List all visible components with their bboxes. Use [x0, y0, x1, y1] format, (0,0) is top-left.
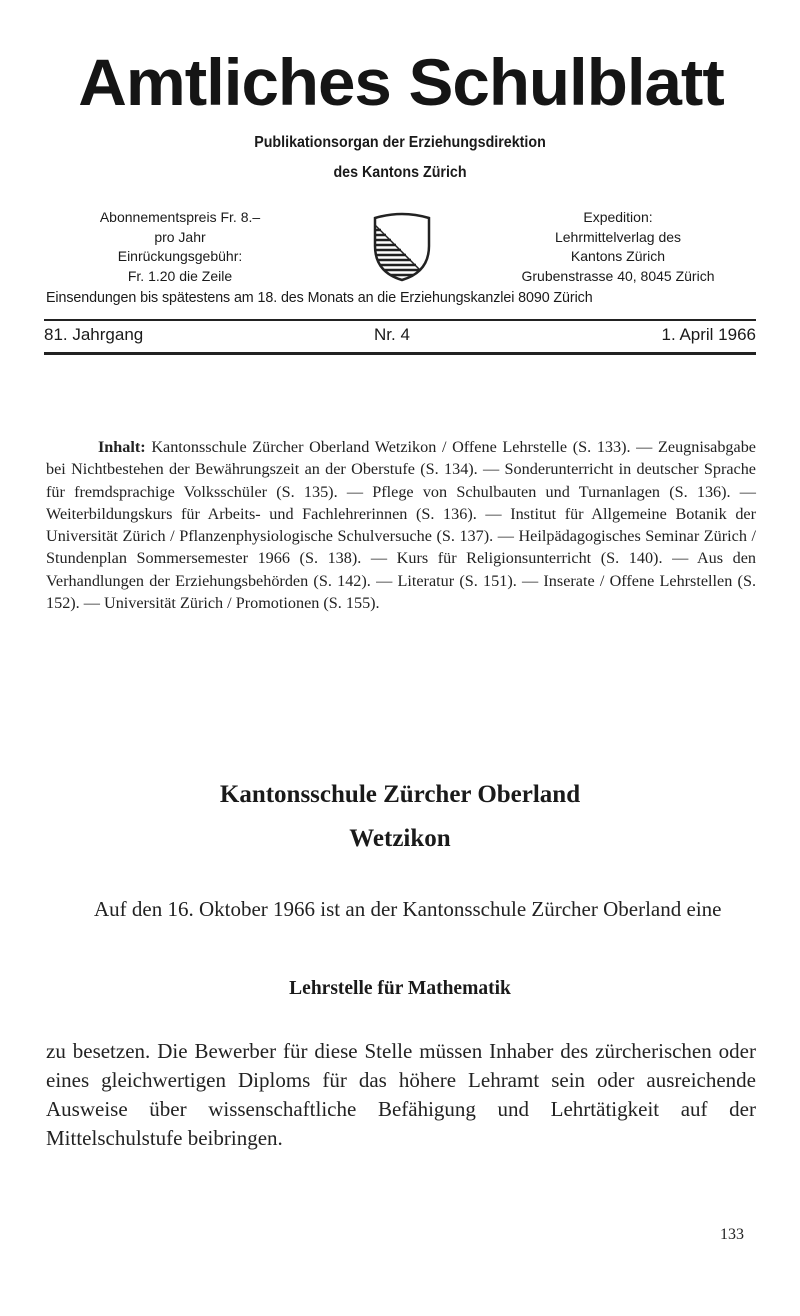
expedition-line: Lehrmittelverlag des	[554, 228, 682, 245]
subscription-line: Abonnementspreis Fr. 8.–	[99, 209, 261, 225]
article-body: zu besetzen. Die Bewerber für diese Stelle müssen Inhaber des zürcherischen oder eines gleichwertigen Diploms für das höhere Lehramt sein oder ausreichende Ausweise über wissenschaftliche Befähigung und Lehrtätigkeit auf der Mittelschulstufe beibringen.	[46, 1039, 756, 1150]
expedition-line: Grubenstrasse 40, 8045 Zürich	[521, 267, 715, 284]
divider	[44, 352, 756, 355]
zurich-coat-of-arms-icon	[371, 212, 433, 282]
article-title-location: Wetzikon	[349, 825, 451, 852]
issue-info-row	[44, 325, 756, 349]
article-title: Kantonsschule Zürcher Oberland	[219, 781, 581, 808]
divider	[44, 319, 756, 321]
expedition-line: Expedition:	[583, 209, 653, 225]
masthead-subtitle-line1: Publikationsorgan der Erziehungsdirektion	[254, 134, 546, 151]
page-number: 133	[720, 1226, 744, 1243]
issue-date: 1. April 1966	[661, 325, 756, 344]
toc-text: Kantonsschule Zürcher Oberland Wetzikon / Offene Lehrstelle (S. 133). — Zeugnisabgabe bei Nichtbestehen der Bewährungszeit an der Oberstufe (S. 134). — Sonderunterricht in deutscher Sprache für fremdsprachige Volksschüler (S. 135). — Pflege von Schulbauten und Turnanlagen (S. 136). — Weiterbildungskurs für Arbeits- und Fachlehrerinnen (S. 136). — Institut für Allgemeine Botanik der Universität Zürich / Pflanzenphysiologische Schulversuche (S. 137). — Heilpädagogisches Seminar Zürich / Stundenplan Sommersemester 1966 (S. 138). — Kurs für Religionsunterricht (S. 140). — Aus den Verhandlungen der Erziehungsbehörden (S. 142). — Literatur (S. 151). — Inserate / Offene Lehrstellen (S. 152). — Universität Zürich / Promotionen (S. 155).	[46, 438, 756, 613]
subscription-line: pro Jahr	[154, 228, 206, 245]
issue-number: Nr. 4	[374, 325, 410, 344]
toc-label: Inhalt:	[98, 438, 146, 456]
table-of-contents	[46, 436, 756, 614]
subscription-line: Fr. 1.20 die Zeile	[127, 267, 233, 284]
masthead-subtitle-line2: des Kantons Zürich	[333, 164, 467, 181]
position-title: Lehrstelle für Mathematik	[289, 978, 511, 999]
article-intro: Auf den 16. Oktober 1966 ist an der Kantonsschule Zürcher Oberland eine	[94, 897, 722, 921]
masthead-title: Amtliches Schulblatt	[78, 45, 724, 119]
expedition-line: Kantons Zürich	[570, 248, 666, 264]
expedition-info	[488, 208, 748, 286]
issue-volume: 81. Jahrgang	[44, 325, 144, 344]
subscription-info	[70, 208, 290, 286]
submission-deadline: Einsendungen bis spätestens am 18. des Monats an die Erziehungskanzlei 8090 Zürich	[46, 290, 593, 306]
subscription-line: Einrückungsgebühr:	[117, 248, 243, 264]
